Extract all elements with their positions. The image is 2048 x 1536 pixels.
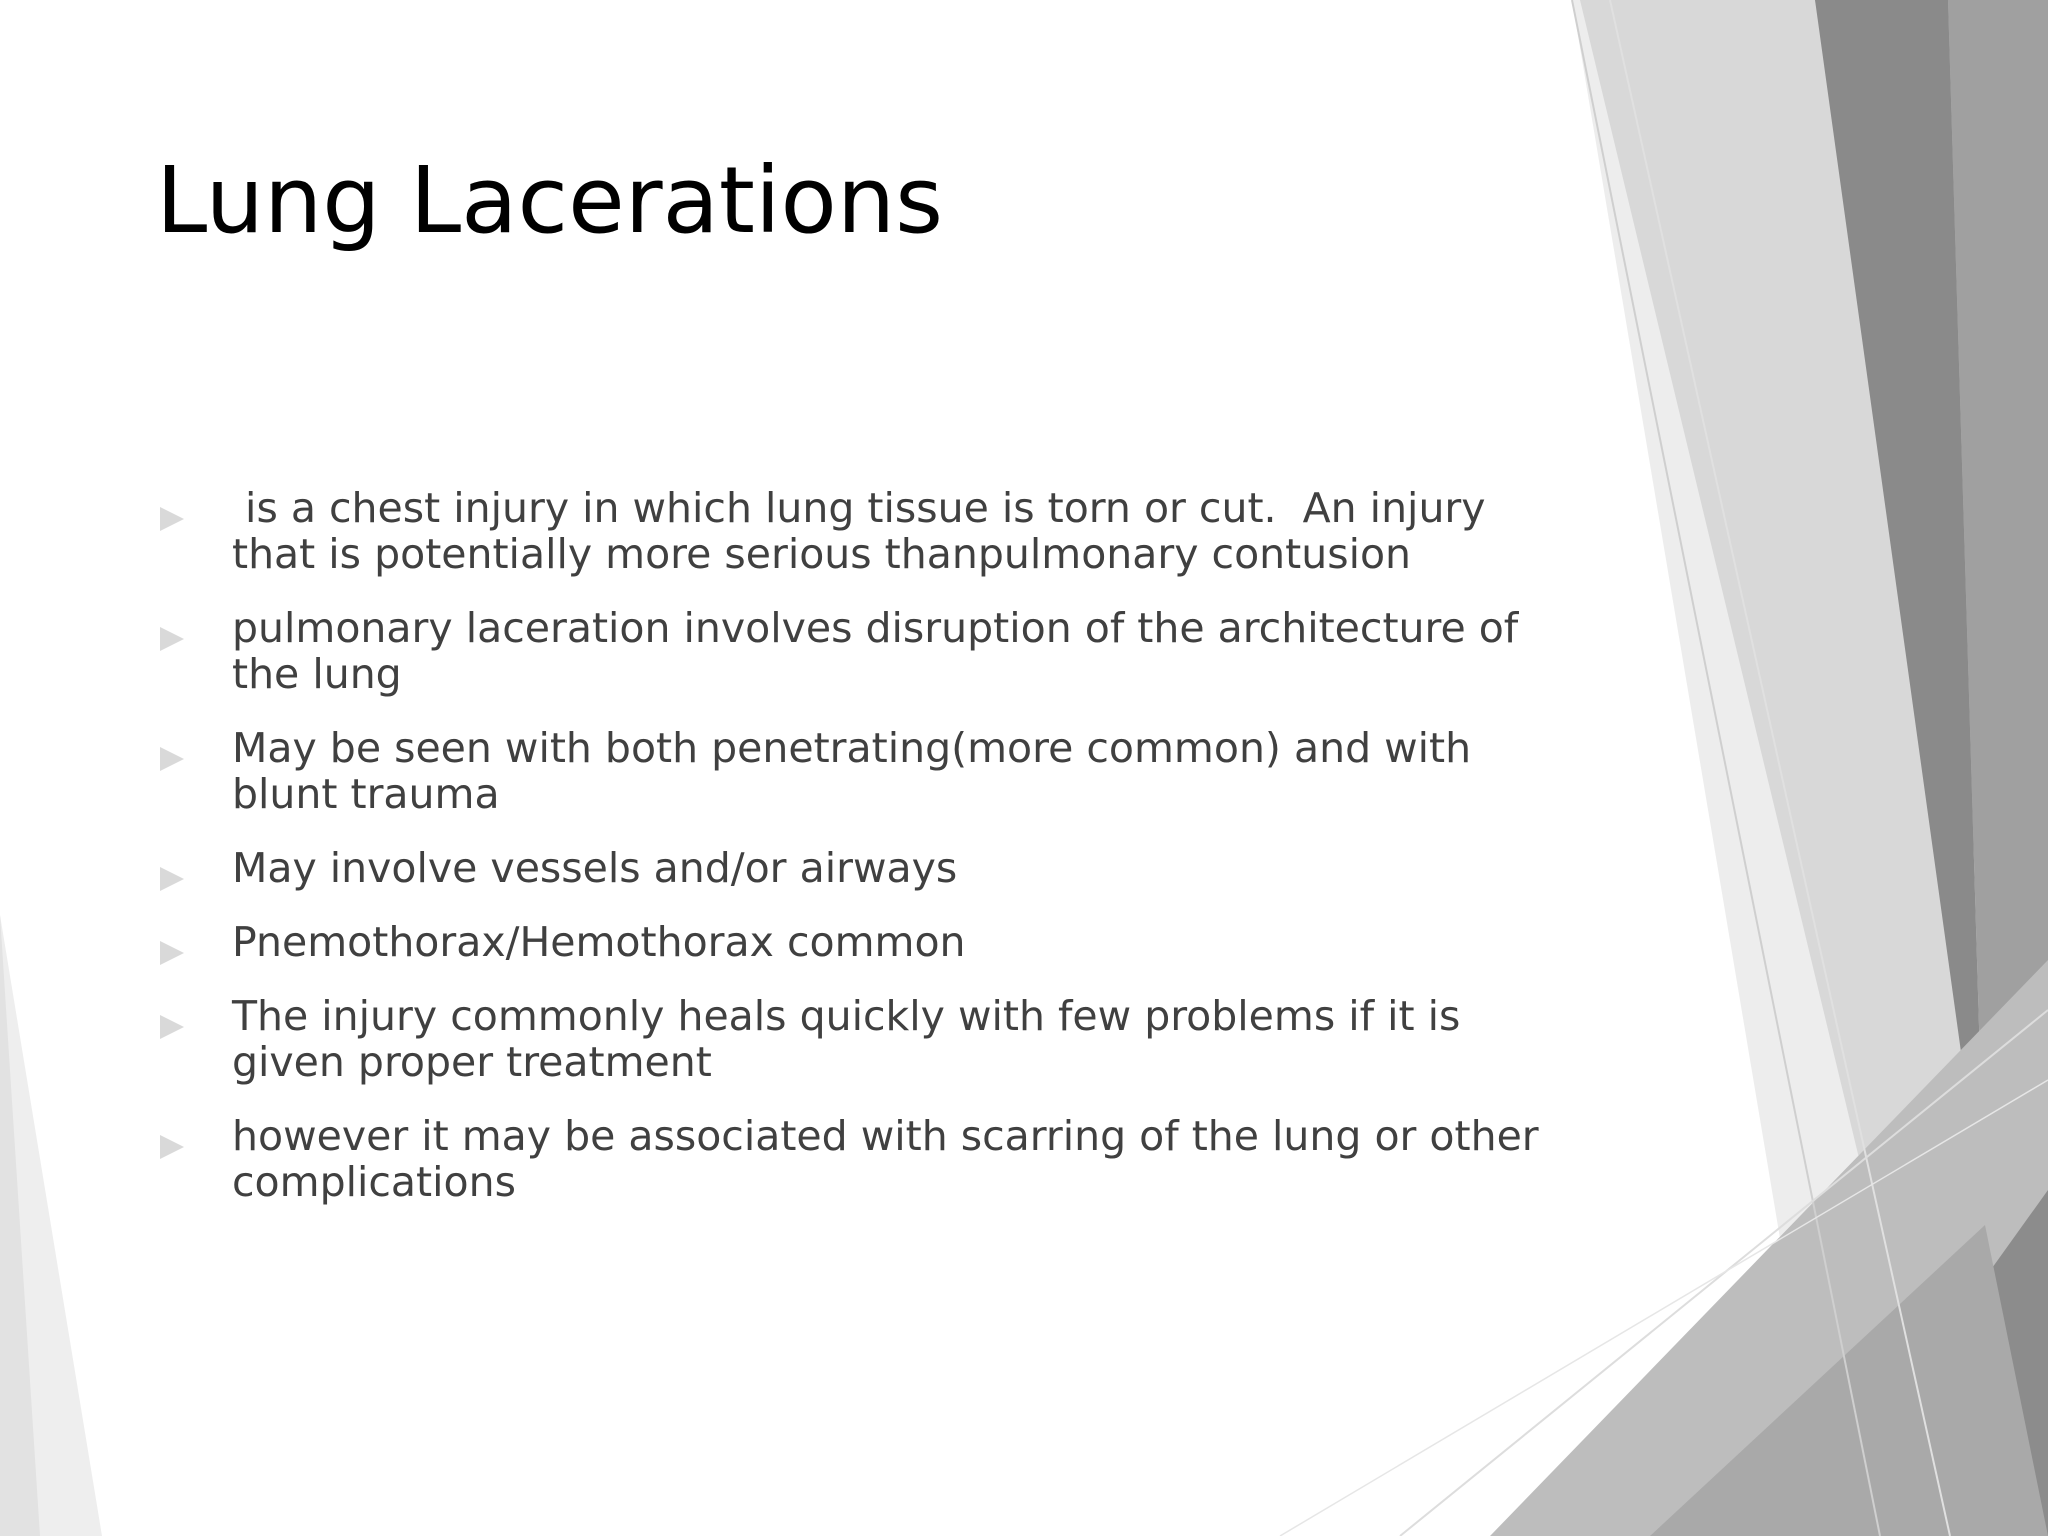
- triangle-bullet-icon: [160, 941, 184, 965]
- triangle-bullet-icon: [160, 1015, 184, 1039]
- bullet-item: [156, 993, 1556, 1085]
- slide-title: Lung Lacerations: [156, 147, 944, 254]
- bullet-item: [156, 1113, 1556, 1205]
- triangle-bullet-icon: [160, 747, 184, 771]
- bullet-text: May involve vessels and/or airways: [232, 844, 958, 892]
- bullet-item: [156, 845, 1556, 891]
- triangle-bullet-icon: [160, 507, 184, 531]
- bullet-item: [156, 919, 1556, 965]
- bullet-text: The injury commonly heals quickly with few problems if it is given proper treatment: [232, 992, 1474, 1086]
- bullet-item: [156, 485, 1556, 577]
- bullet-text: Pnemothorax/Hemothorax common: [232, 918, 966, 966]
- bullet-item: [156, 605, 1556, 697]
- triangle-bullet-icon: [160, 1135, 184, 1159]
- bullet-text: pulmonary laceration involves disruption of the architecture of the lung: [232, 604, 1532, 698]
- triangle-bullet-icon: [160, 867, 184, 891]
- bullet-text: however it may be associated with scarring of the lung or other complications: [232, 1112, 1552, 1206]
- bullet-item: [156, 725, 1556, 817]
- bullet-text: is a chest injury in which lung tissue is torn or cut. An injury that is potentially more serious thanpulmonary contusion: [232, 484, 1499, 578]
- bullet-list: [156, 485, 1556, 1233]
- bullet-text: May be seen with both penetrating(more common) and with blunt trauma: [232, 724, 1485, 818]
- triangle-bullet-icon: [160, 627, 184, 651]
